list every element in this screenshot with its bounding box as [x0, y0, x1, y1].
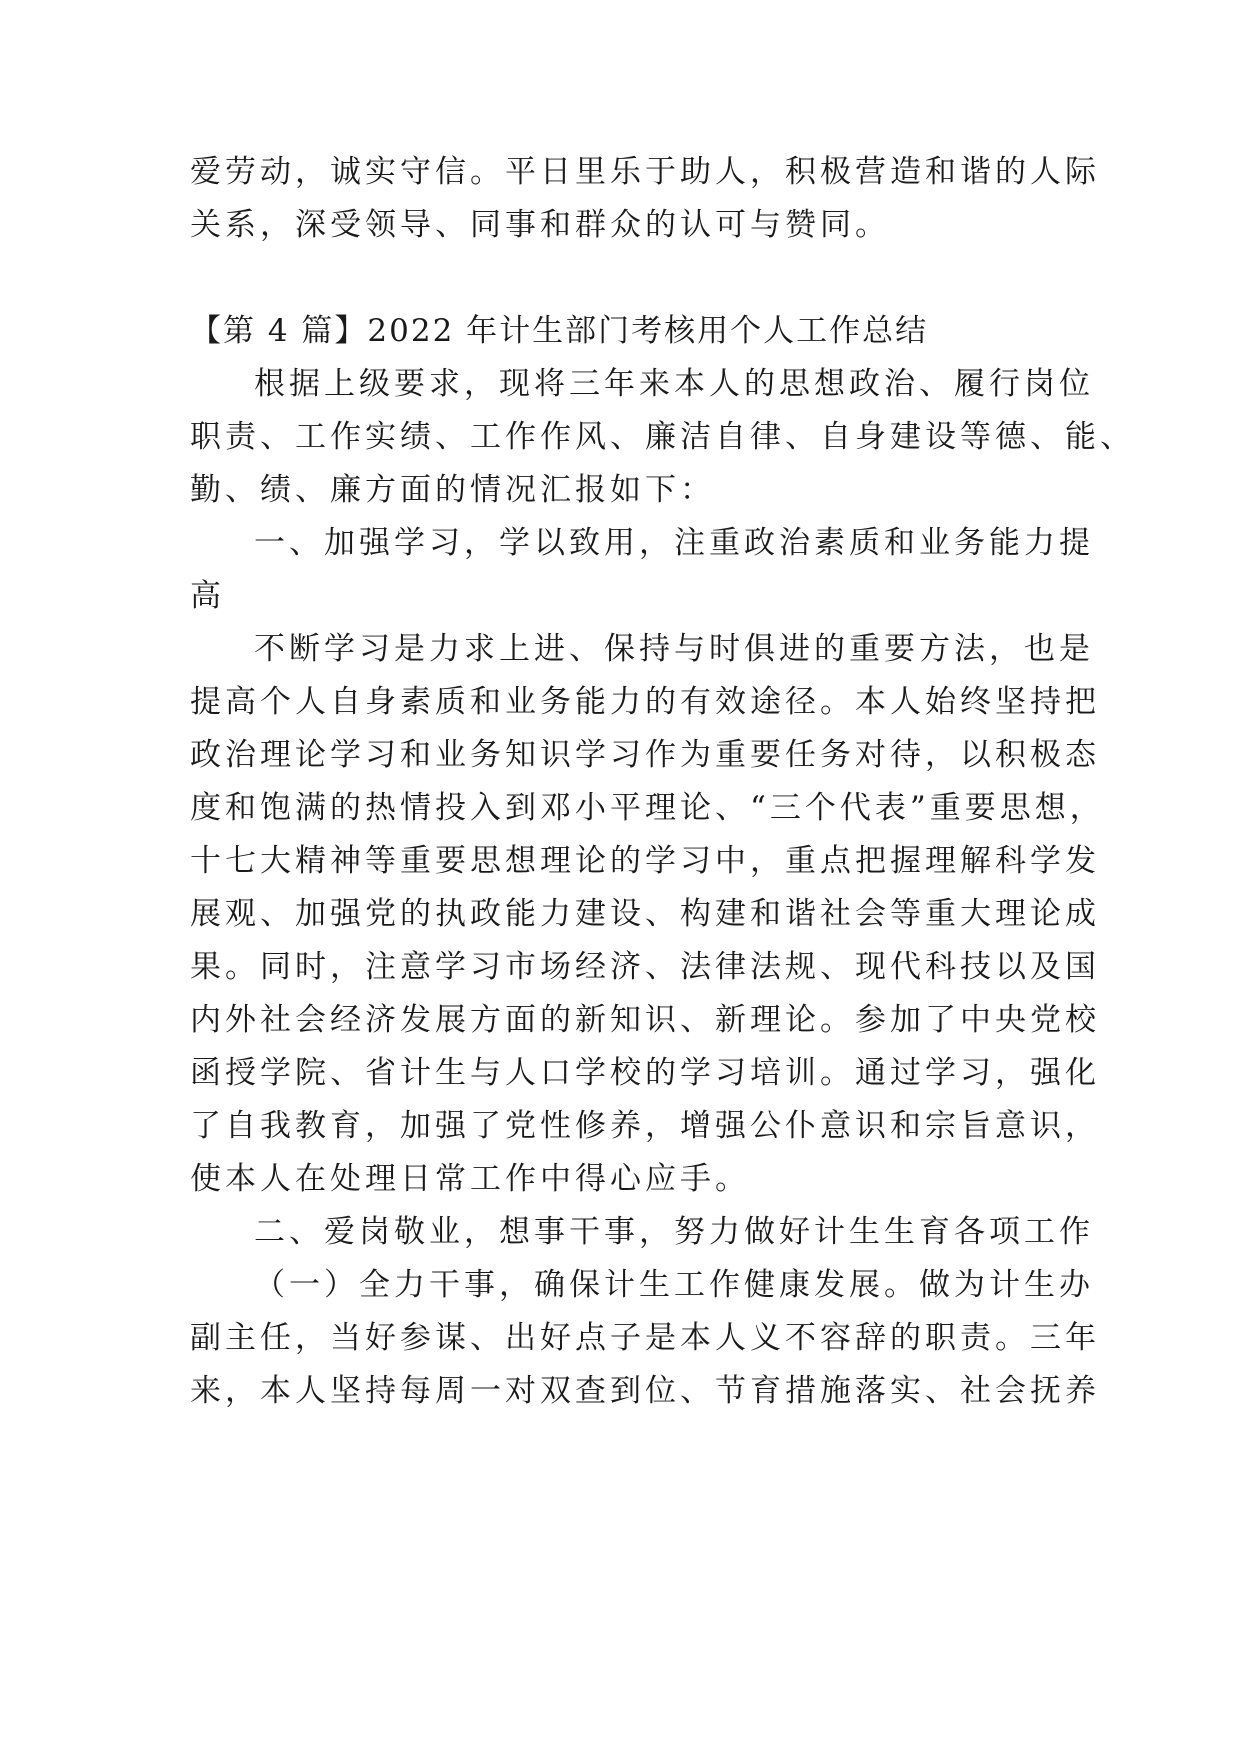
text-line: 副主任，当好参谋、出好点子是本人义不容辞的职责。三年	[190, 1320, 1100, 1356]
article-heading: 【第 4 篇】2022 年计生部门考核用个人工作总结	[190, 313, 929, 349]
text-line: （一）全力干事，确保计生工作健康发展。做为计生办	[254, 1267, 1094, 1303]
text-line: 来，本人坚持每周一对双查到位、节育措施落实、社会抚养	[190, 1373, 1100, 1409]
text-line: 职责、工作实绩、工作作风、廉洁自律、自身建设等德、能、	[190, 419, 1135, 455]
text-line: 十七大精神等重要思想理论的学习中，重点把握理解科学发	[190, 843, 1100, 879]
text-line: 函授学院、省计生与人口学校的学习培训。通过学习，强化	[190, 1055, 1100, 1091]
text-line: 根据上级要求，现将三年来本人的思想政治、履行岗位	[254, 366, 1094, 402]
section-heading: 一、加强学习，学以致用，注重政治素质和业务能力提	[254, 525, 1094, 561]
text-line: 了自我教育，加强了党性修养，增强公仆意识和宗旨意识，	[190, 1108, 1100, 1144]
text-line: 展观、加强党的执政能力建设、构建和谐社会等重大理论成	[190, 896, 1100, 932]
intro-paragraph	[190, 146, 1100, 252]
text-line: 内外社会经济发展方面的新知识、新理论。参加了中央党校	[190, 1002, 1100, 1038]
text-line: 使本人在处理日常工作中得心应手。	[190, 1161, 750, 1197]
text-line: 果。同时，注意学习市场经济、法律法规、现代科技以及国	[190, 949, 1100, 985]
text-line: 爱劳动，诚实守信。平日里乐于助人，积极营造和谐的人际	[190, 154, 1100, 190]
text-line: 提高个人自身素质和业务能力的有效途径。本人始终坚持把	[190, 684, 1100, 720]
article-heading-block	[190, 305, 1050, 358]
text-line: 勤、绩、廉方面的情况汇报如下：	[190, 472, 715, 508]
text-line: 关系，深受领导、同事和群众的认可与赞同。	[190, 207, 890, 243]
text-line: 政治理论学习和业务知识学习作为重要任务对待，以积极态	[190, 737, 1100, 773]
section-heading-continued: 高	[190, 578, 225, 614]
text-line: 不断学习是力求上进、保持与时俱进的重要方法，也是	[254, 631, 1094, 667]
article-body	[190, 358, 1135, 1418]
text-line: 度和饱满的热情投入到邓小平理论、“三个代表”重要思想，	[190, 790, 1105, 826]
section-heading: 二、爱岗敬业，想事干事，努力做好计生生育各项工作	[254, 1214, 1094, 1250]
